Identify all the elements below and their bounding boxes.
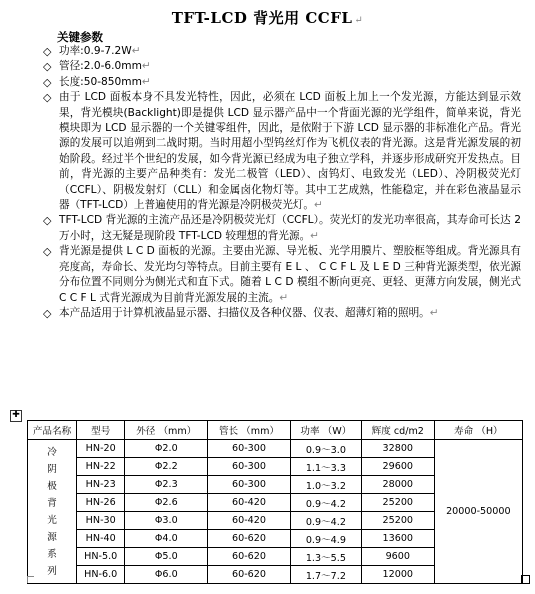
table-cell: 60-300 <box>208 440 291 458</box>
paragraph-mark-icon: ↵ <box>429 306 439 319</box>
paragraph-mark-icon: ↵ <box>279 291 289 304</box>
paragraph-mark-icon: ↵ <box>354 15 364 26</box>
table-cell: 28000 <box>361 476 434 494</box>
bullet-item <box>43 244 521 306</box>
series-char: 背 <box>47 497 57 509</box>
table-cell: HN-20 <box>77 440 125 458</box>
bullet-item <box>43 306 521 321</box>
table-body <box>28 440 523 584</box>
bullet-item <box>43 44 521 59</box>
series-char: 冷 <box>47 446 57 458</box>
document-title <box>0 7 535 28</box>
diamond-bullet-icon: ◇ <box>43 214 52 228</box>
product-series-cell <box>28 440 77 584</box>
table-cell: 29600 <box>361 458 434 476</box>
table-header-cell: 型号 <box>77 421 125 440</box>
table-cell: Φ6.0 <box>125 566 208 584</box>
table-cell: Φ2.6 <box>125 494 208 512</box>
diamond-bullet-icon: ◇ <box>43 91 52 105</box>
table-cell: 60-420 <box>208 494 291 512</box>
table-header-cell: 外径 （mm） <box>125 421 208 440</box>
title-text: TFT-LCD 背光用 CCFL <box>171 9 353 27</box>
table-header-row <box>28 421 523 440</box>
bullet-text: TFT-LCD 背光源的主流产品还是冷阴极荧光灯（CCFL）。荧光灯的发光功率很高，其寿命可长达 2 万小时，这无疑是现阶段 TFT-LCD 较理想的背光源。↵ <box>59 214 521 242</box>
table-cell: 60-620 <box>208 566 291 584</box>
table-cell: 1.0～3.2 <box>290 476 361 494</box>
table-cell: 1.7～7.2 <box>290 566 361 584</box>
table-cell: HN-22 <box>77 458 125 476</box>
table-cell: 13600 <box>361 530 434 548</box>
table-cell: HN-26 <box>77 494 125 512</box>
bullet-text: 管径:2.0-6.0mm↵ <box>59 60 151 73</box>
series-char: 光 <box>47 514 57 526</box>
diamond-bullet-icon: ◇ <box>43 75 52 89</box>
table-cell: 0.9～4.9 <box>290 530 361 548</box>
diamond-bullet-icon: ◇ <box>43 60 52 74</box>
series-char: 列 <box>47 565 57 577</box>
table-cell: 25200 <box>361 512 434 530</box>
section-heading: 关键参数 <box>57 30 103 44</box>
table-header-cell: 辉度 cd/m2 <box>361 421 434 440</box>
table-cell: 12000 <box>361 566 434 584</box>
table-cell: Φ2.3 <box>125 476 208 494</box>
lifetime-cell: 20000-50000 <box>434 440 522 584</box>
table-cell: HN-30 <box>77 512 125 530</box>
table-cell: 1.3～5.5 <box>290 548 361 566</box>
table-cell: 60-300 <box>208 458 291 476</box>
paragraph-mark-icon: ↵ <box>131 45 141 57</box>
paragraph-mark-icon: ↵ <box>141 75 151 88</box>
paragraph-mark-icon: ↵ <box>141 60 151 73</box>
table-header-cell: 功率 （W） <box>290 421 361 440</box>
table-cell: Φ3.0 <box>125 512 208 530</box>
table-header-cell: 产品名称 <box>28 421 77 440</box>
table-cell: HN-5.0 <box>77 548 125 566</box>
table-cell: 1.1～3.3 <box>290 458 361 476</box>
table-row <box>28 440 523 458</box>
table-cell: 32800 <box>361 440 434 458</box>
series-char: 系 <box>47 548 57 560</box>
diamond-bullet-icon: ◇ <box>43 245 52 259</box>
table-cell: HN-23 <box>77 476 125 494</box>
diamond-bullet-icon: ◇ <box>43 306 52 320</box>
table-end-corner-icon <box>27 576 34 583</box>
bullet-text: 背光源是提供 L C D 面板的光源。主要由光源、导光板、光学用膜片、塑胶框等组成。背光源具有亮度高，寿命长、发光均匀等特点。目前主要有 E L 、 C C F L 及 L E D 三种背光源类型，依光源分布位置不同则分为侧光式和直下式。随着 L C D 模组不断向更亮、更轻、更薄方向发展，侧光式 C C F L 式背光源成为目前背光源发展的主流。↵ <box>59 245 521 304</box>
bullet-list <box>43 44 521 321</box>
table-cell: HN-40 <box>77 530 125 548</box>
table-header-cell: 管长 （mm） <box>208 421 291 440</box>
bullet-text: 功率:0.9-7.2W↵ <box>59 45 141 57</box>
table-cell: 9600 <box>361 548 434 566</box>
bullet-text: 本产品适用于计算机液晶显示器、扫描仪及各种仪器、仪表、超薄灯箱的照明。↵ <box>59 306 439 319</box>
table-header-cell: 寿命 （H） <box>434 421 522 440</box>
table-cell: 25200 <box>361 494 434 512</box>
bullet-item <box>43 213 521 244</box>
table-cell: 60-300 <box>208 476 291 494</box>
table-resize-handle-icon[interactable] <box>521 575 530 584</box>
table-move-handle-icon[interactable]: ✚ <box>10 410 22 422</box>
table-cell: HN-6.0 <box>77 566 125 584</box>
paragraph-mark-icon: ↵ <box>310 229 320 242</box>
table-cell: 60-620 <box>208 548 291 566</box>
bullet-text: 由于 LCD 面板本身不具发光特性，因此，必须在 LCD 面板上加上一个发光源，方能达到显示效果，背光模块(Backlight)即是提供 LCD 显示器产品中一个背面光源的光学组件，简单来说，背光模块即为 LCD 显示器的一个关键零组件，因此，是依附于下游 LCD 显示器的非标准化产品。背光源的发展可以追朔到二战时期。当时用超小型钨丝灯作为飞机仪表的背光源。这是背光源发展的初始阶段。经过半个世纪的发展，如今背光源已经成为电子独立学科，并逐步形成研究开发热点。目前，背光源的主要产品种类有：发光二极管（LED）、卤钨灯、电致发光（LED）、冷阴极荧光灯（CCFL）、阴极发射灯（CLL）和金属卤化物灯等。其中工艺成熟，性能稳定，并在彩色液晶显示器（TFT-LCD）上普遍使用的背光源是冷阴极荧光灯。↵ <box>59 91 521 212</box>
diamond-bullet-icon: ◇ <box>43 45 52 58</box>
bullet-text: 长度:50-850mm↵ <box>59 75 151 88</box>
table-cell: Φ4.0 <box>125 530 208 548</box>
paragraph-mark-icon: ↵ <box>314 199 323 212</box>
table-cell: Φ5.0 <box>125 548 208 566</box>
table-cell: Φ2.0 <box>125 440 208 458</box>
bullet-item <box>43 75 521 90</box>
series-char: 极 <box>47 480 57 492</box>
table-cell: 0.9～4.2 <box>290 512 361 530</box>
table-cell: Φ2.2 <box>125 458 208 476</box>
series-char: 源 <box>47 531 57 543</box>
bullet-item <box>43 59 521 74</box>
table-cell: 60-420 <box>208 512 291 530</box>
table-cell: 60-620 <box>208 530 291 548</box>
spec-table <box>27 420 523 584</box>
series-char: 阴 <box>47 463 57 475</box>
table-cell: 0.9～3.0 <box>290 440 361 458</box>
bullet-item <box>43 90 521 213</box>
table-cell: 0.9～4.2 <box>290 494 361 512</box>
